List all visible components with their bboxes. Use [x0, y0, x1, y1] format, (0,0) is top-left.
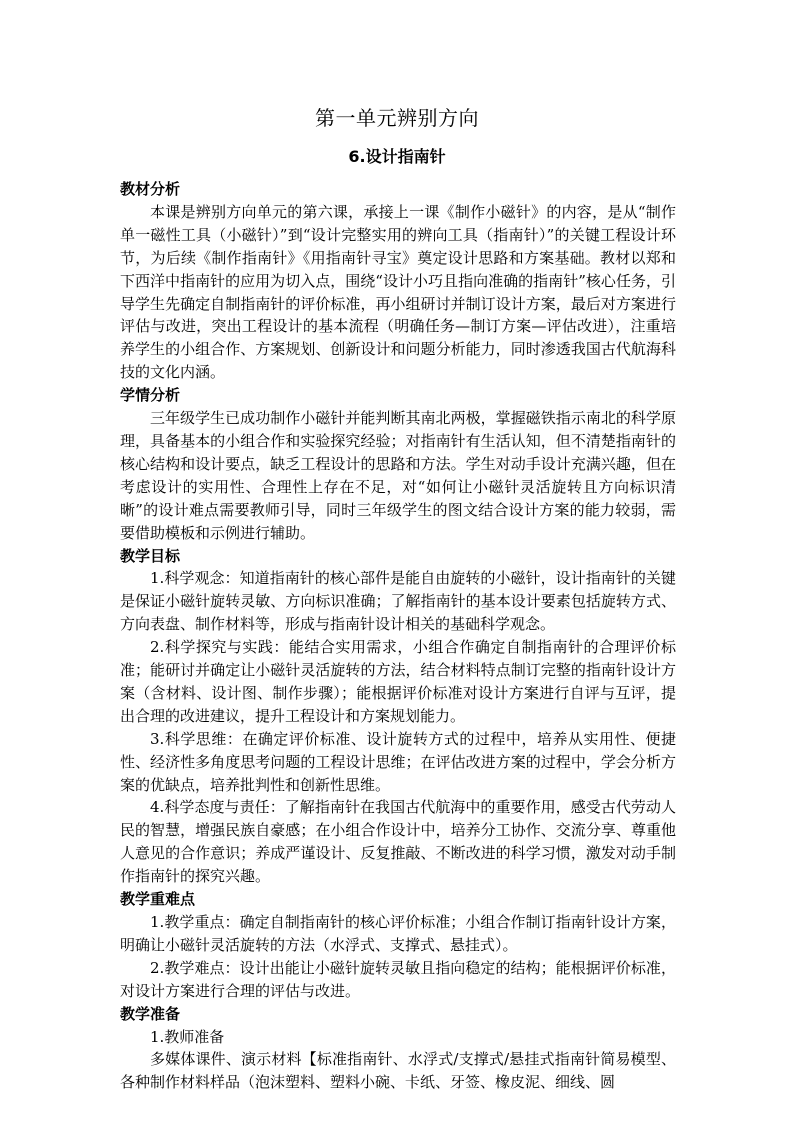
lesson-title: 6.设计指南针: [348, 147, 446, 166]
section-paragraph: 三年级学生已成功制作小磁针并能判断其南北两极，掌握磁铁指示南北的科学原理，具备基本的小组合作和实验探究经验；对指南针有生活认知，但不清楚指南针的核心结构和设计要点，缺乏工程设计的思路和方法。学生对动手设计充满兴趣，但在考虑设计的实用性、合理性上存在不足，对“如何让小磁针灵活旋转且方向标识清晰”的设计难点需要教师引导，同时三年级学生的图文结合设计方案的能力较弱，需要借助模板和示例进行辅助。: [120, 409, 676, 542]
goal-item: 3.科学思维：在确定评价标准、设计旋转方式的过程中，培养从实用性、便捷性、经济性多角度思考问题的工程设计思维；在评估改进方案的过程中，学会分析方案的优缺点，培养批判性和创新性思维。: [120, 729, 676, 794]
section-paragraph: 本课是辨别方向单元的第六课，承接上一课《制作小磁针》的内容，是从“制作单一磁性工具（小磁针）”到“设计完整实用的辨向工具（指南针）”的关键工程设计环节，为后续《制作指南针》《用指南针寻宝》奠定设计思路和方案基础。教材以郑和下西洋中指南针的应用为切入点，围绕“设计小巧且指向准确的指南针”核心任务，引导学生先确定自制指南针的评价标准，再小组研讨并制订设计方案，最后对方案进行评估与改进，突出工程设计的基本流程（明确任务—制订方案—评估改进），注重培养学生的小组合作、方案规划、创新设计和问题分析能力，同时渗透我国古代航海科技的文化内涵。: [120, 202, 676, 382]
document-body: [120, 178, 676, 1094]
preparation-item: 多媒体课件、演示材料【标准指南针、水浮式/支撑式/悬挂式指南针简易模型、各种制作材料样品（泡沫塑料、塑料小碗、卡纸、牙签、橡皮泥、细线、圆: [120, 1050, 676, 1092]
section-heading-textbook-analysis: 教材分析: [120, 180, 181, 198]
unit-title: 第一单元辨别方向: [315, 106, 479, 130]
section-heading-preparation: 教学准备: [120, 1004, 181, 1023]
goal-item: 2.科学探究与实践：能结合实用需求，小组合作确定自制指南针的合理评价标准；能研讨并确定让小磁针灵活旋转的方法，结合材料特点制订完整的指南针设计方案（含材料、设计图、制作步骤）；能根据评价标准对设计方案进行自评与互评，提出合理的改进建议，提升工程设计和方案规划能力。: [120, 638, 676, 725]
goal-item: 4.科学态度与责任：了解指南针在我国古代航海中的重要作用，感受古代劳动人民的智慧，增强民族自豪感；在小组合作设计中，培养分工协作、交流分享、尊重他人意见的合作意识；养成严谨设计、反复推敲、不断改进的科学习惯，激发对动手制作指南针的探究兴趣。: [120, 798, 676, 886]
goal-item: 1.科学观念：知道指南针的核心部件是能自由旋转的小磁针，设计指南针的关键是保证小磁针旋转灵敏、方向标识准确；了解指南针的基本设计要素包括旋转方式、方向表盘、制作材料等，形成与指南针设计相关的基础科学观念。: [120, 569, 676, 634]
section-heading-key-points: 教学重难点: [120, 890, 196, 909]
preparation-item: 1.教师准备: [150, 1027, 225, 1046]
section-heading-learner-analysis: 学情分析: [120, 386, 181, 405]
section-heading-teaching-goals: 教学目标: [120, 546, 181, 565]
key-point-item: 1.教学重点：确定自制指南针的核心评价标准；小组合作制订指南针设计方案，明确让小磁针灵活旋转的方法（水浮式、支撑式、悬挂式）。: [120, 913, 676, 954]
key-point-item: 2.教学难点：设计出能让小磁针旋转灵敏且指向稳定的结构；能根据评价标准，对设计方案进行合理的评估与改进。: [120, 958, 676, 1000]
